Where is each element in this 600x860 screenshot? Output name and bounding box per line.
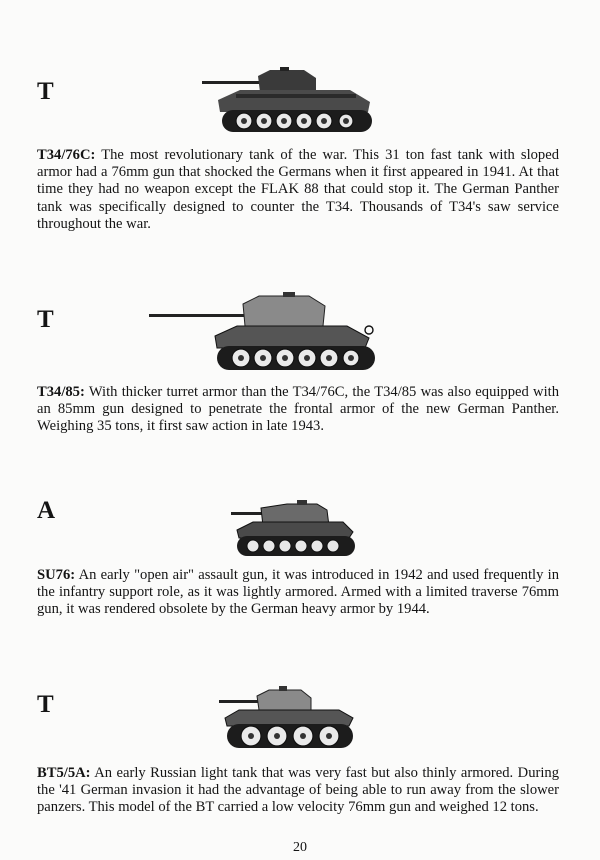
unit-entry-su76	[37, 490, 559, 640]
unit-description-text: The most revolutionary tank of the war. This 31 ton fast tank with sloped armor had a 76mm gun that shocked the Germans when it first appeared in 1941. At that time they had no weapon except the FLAK 88 that could stop it. The German Panther tank was specifically designed to counter the T34. Thousands of T34's saw service throughout the war.	[37, 147, 559, 232]
unit-name: T34/76C:	[37, 147, 96, 163]
unit-description-text: With thicker turret armor than the T34/76C, the T34/85 was also equipped with an 85mm gun designed to penetrate the frontal armor of the new German Panther. Weighing 35 tons, it first saw action in late 1943.	[37, 384, 559, 435]
tank-bt5-illustration	[217, 686, 357, 750]
unit-name: SU76:	[37, 567, 76, 583]
unit-type-letter: T	[37, 691, 54, 718]
unit-description-text: An early "open air" assault gun, it was introduced in 1942 and used frequently in the infantry support role, as it was lightly armored. Armed with a limited traverse 76mm gun, it was rendered obsolete by the German heavy armor by 1944.	[37, 567, 559, 618]
unit-description-text: An early Russian light tank that was very fast but also thinly armored. During the '41 German invasion it had the advantage of being able to run away from the slower panzers. This model of the BT carried a low velocity 76mm gun and weighed 12 tons.	[37, 765, 559, 816]
unit-description	[37, 147, 559, 233]
unit-name: BT5/5A:	[37, 765, 91, 781]
unit-entry-t34-76c	[37, 60, 559, 230]
unit-description	[37, 765, 559, 817]
unit-entry-bt5-5a	[37, 682, 559, 832]
tank-t34-85-illustration	[147, 290, 387, 372]
page-number: 20	[293, 840, 307, 855]
unit-type-letter: A	[37, 497, 56, 524]
assault-gun-su76-illustration	[227, 500, 357, 558]
unit-description	[37, 384, 559, 436]
unit-type-letter: T	[37, 78, 54, 105]
unit-name: T34/85:	[37, 384, 85, 400]
tank-t34-76c-illustration	[200, 66, 380, 138]
unit-description	[37, 567, 559, 619]
unit-entry-t34-85	[37, 290, 559, 440]
unit-type-letter: T	[37, 306, 54, 333]
